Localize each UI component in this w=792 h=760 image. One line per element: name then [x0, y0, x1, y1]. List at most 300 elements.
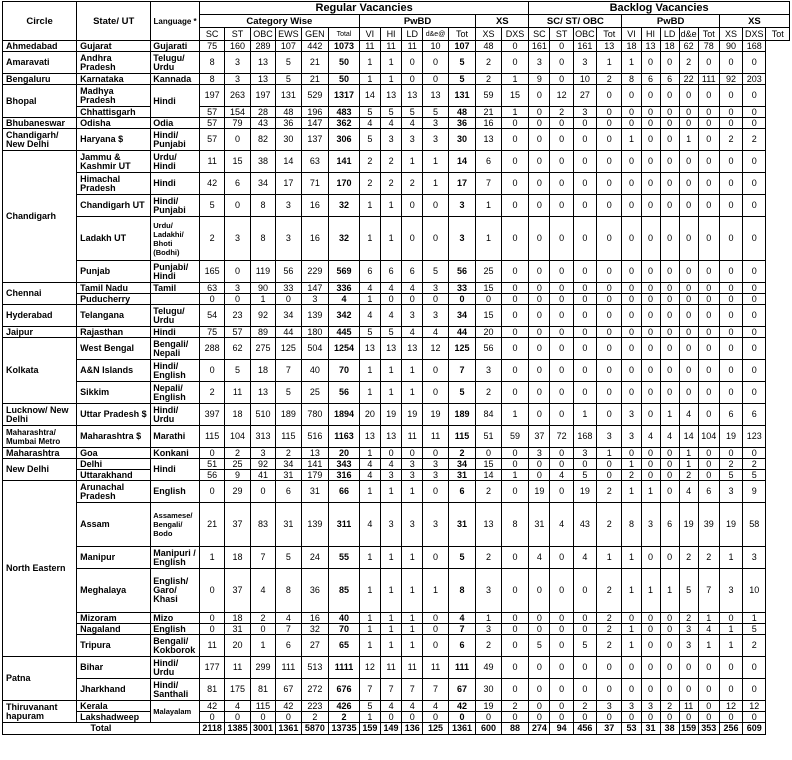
value-cell: 90	[250, 283, 275, 294]
table-row	[3, 129, 790, 151]
value-cell: 14	[359, 85, 380, 107]
value-cell: 5	[448, 74, 476, 85]
value-cell: 13	[380, 85, 401, 107]
state-cell: Nagaland	[77, 624, 151, 635]
circle-cell: North Eastern	[3, 481, 77, 657]
value-cell: 8	[622, 503, 641, 547]
value-cell: 1	[402, 547, 423, 569]
value-cell: 65	[329, 635, 360, 657]
value-cell: 197	[250, 85, 275, 107]
value-cell: 0	[529, 613, 550, 624]
value-cell: 0	[476, 448, 501, 459]
value-cell: 0	[679, 261, 698, 283]
value-cell: 13	[402, 85, 423, 107]
value-cell: 141	[329, 151, 360, 173]
value-cell: 0	[597, 305, 622, 327]
value-cell: 19	[423, 404, 448, 426]
value-cell: 111	[698, 74, 719, 85]
value-cell: 4	[402, 327, 423, 338]
value-cell: 2	[301, 712, 329, 723]
value-cell: 0	[529, 107, 550, 118]
value-cell: 0	[743, 52, 766, 74]
value-cell: 25	[476, 261, 501, 283]
value-cell: 11	[359, 41, 380, 52]
value-cell: 0	[529, 327, 550, 338]
value-cell: 0	[402, 74, 423, 85]
value-cell: 56	[329, 382, 360, 404]
value-cell: 2	[679, 52, 698, 74]
value-cell: 147	[301, 283, 329, 294]
value-cell: 203	[743, 74, 766, 85]
value-cell: 6	[641, 74, 660, 85]
value-cell: 11	[402, 657, 423, 679]
value-cell: 0	[622, 118, 641, 129]
value-cell: 0	[199, 294, 224, 305]
value-cell: 0	[529, 217, 550, 261]
value-cell: 0	[550, 448, 573, 459]
value-cell: 19	[380, 404, 401, 426]
value-cell: 0	[550, 74, 573, 85]
value-cell: 11	[679, 701, 698, 712]
value-cell: 0	[679, 151, 698, 173]
value-cell: 3	[423, 459, 448, 470]
value-cell: 0	[698, 217, 719, 261]
value-cell: 34	[448, 459, 476, 470]
value-cell: 1	[698, 613, 719, 624]
value-cell: 1	[380, 569, 401, 613]
circle-cell: Chennai	[3, 283, 77, 305]
value-cell: 3	[597, 701, 622, 712]
language-cell: Hindi/ Punjabi	[151, 129, 200, 151]
value-cell: 1	[719, 624, 742, 635]
value-cell: 15	[476, 305, 501, 327]
value-cell: 1	[501, 107, 529, 118]
value-cell: 4	[359, 503, 380, 547]
value-cell: 16	[301, 195, 329, 217]
value-cell: 1	[423, 151, 448, 173]
value-cell: 0	[679, 382, 698, 404]
value-cell: 1	[597, 547, 622, 569]
value-cell: 43	[573, 503, 596, 547]
value-cell: 13	[641, 41, 660, 52]
table-row	[3, 327, 790, 338]
value-cell: 2	[597, 569, 622, 613]
table-row	[3, 41, 790, 52]
value-cell: 0	[423, 613, 448, 624]
value-cell: 10	[423, 41, 448, 52]
value-cell: 1	[476, 195, 501, 217]
value-cell: 56	[199, 470, 224, 481]
value-cell: 0	[550, 327, 573, 338]
value-cell: 1	[359, 52, 380, 74]
value-cell: 0	[501, 613, 529, 624]
value-cell: 0	[622, 151, 641, 173]
value-cell: 0	[529, 305, 550, 327]
value-cell: 0	[573, 118, 596, 129]
value-cell: 0	[550, 118, 573, 129]
language-cell: English	[151, 624, 200, 635]
circle-cell: Bhopal	[3, 85, 77, 118]
column-header: ST	[550, 28, 573, 41]
value-cell: 0	[641, 118, 660, 129]
value-cell: 8	[199, 52, 224, 74]
value-cell: 21	[301, 52, 329, 74]
value-cell: 1	[501, 74, 529, 85]
value-cell: 11	[423, 657, 448, 679]
column-header: HI	[380, 28, 401, 41]
value-cell: 0	[743, 107, 766, 118]
value-cell: 0	[622, 305, 641, 327]
value-cell: 0	[597, 107, 622, 118]
value-cell: 0	[573, 151, 596, 173]
value-cell: 18	[225, 547, 250, 569]
value-cell: 0	[641, 360, 660, 382]
value-cell: 0	[597, 294, 622, 305]
column-header: XS	[719, 28, 742, 41]
value-cell: 0	[660, 679, 679, 701]
value-cell: 18	[225, 404, 250, 426]
value-cell: 0	[679, 283, 698, 294]
value-cell: 0	[719, 195, 742, 217]
value-cell: 1	[641, 569, 660, 613]
value-cell: 21	[476, 107, 501, 118]
value-cell: 1	[679, 129, 698, 151]
table-row	[3, 151, 790, 173]
table-row	[3, 635, 790, 657]
value-cell: 13	[423, 85, 448, 107]
value-cell: 1	[380, 74, 401, 85]
table-row	[3, 294, 790, 305]
value-cell: 3	[573, 52, 596, 74]
value-cell: 165	[199, 261, 224, 283]
backlog-xs-header: XS	[719, 15, 789, 28]
value-cell: 1	[359, 613, 380, 624]
value-cell: 0	[529, 569, 550, 613]
value-cell: 0	[641, 151, 660, 173]
state-cell: Meghalaya	[77, 569, 151, 613]
value-cell: 15	[501, 85, 529, 107]
value-cell: 0	[501, 712, 529, 723]
value-cell: 2	[743, 129, 766, 151]
value-cell: 30	[476, 679, 501, 701]
language-cell: Hindi	[151, 327, 200, 338]
value-cell: 0	[698, 701, 719, 712]
value-cell: 0	[597, 679, 622, 701]
value-cell: 0	[501, 327, 529, 338]
value-cell: 0	[597, 404, 622, 426]
language-cell: Konkani	[151, 448, 200, 459]
value-cell: 2	[597, 624, 622, 635]
value-cell: 0	[743, 118, 766, 129]
table-row	[3, 712, 790, 723]
value-cell: 48	[276, 107, 301, 118]
value-cell: 3	[402, 129, 423, 151]
value-cell: 15	[225, 151, 250, 173]
value-cell: 4	[423, 327, 448, 338]
value-cell: 92	[719, 74, 742, 85]
value-cell: 0	[501, 360, 529, 382]
value-cell: 316	[329, 470, 360, 481]
value-cell: 2	[380, 173, 401, 195]
value-cell: 0	[641, 712, 660, 723]
value-cell: 0	[550, 305, 573, 327]
value-cell: 22	[679, 74, 698, 85]
value-cell: 0	[573, 173, 596, 195]
value-cell: 104	[698, 426, 719, 448]
value-cell: 24	[301, 547, 329, 569]
value-cell: 10	[573, 74, 596, 85]
value-cell: 0	[719, 107, 742, 118]
value-cell: 0	[698, 294, 719, 305]
value-cell: 1163	[329, 426, 360, 448]
language-header: Language *	[151, 2, 200, 41]
value-cell: 0	[719, 151, 742, 173]
value-cell: 0	[529, 470, 550, 481]
value-cell: 0	[573, 305, 596, 327]
state-cell: Kerala	[77, 701, 151, 712]
value-cell: 0	[573, 624, 596, 635]
state-cell: Ladakh UT	[77, 217, 151, 261]
value-cell: 4	[359, 305, 380, 327]
value-cell: 78	[698, 41, 719, 52]
value-cell: 0	[622, 657, 641, 679]
value-cell: 8	[276, 569, 301, 613]
value-cell: 0	[622, 338, 641, 360]
value-cell: 0	[622, 173, 641, 195]
value-cell: 2	[380, 151, 401, 173]
circle-cell: Jaipur	[3, 327, 77, 338]
value-cell: 5	[225, 360, 250, 382]
value-cell: 0	[448, 712, 476, 723]
value-cell: 0	[501, 657, 529, 679]
value-cell: 51	[199, 459, 224, 470]
value-cell: 107	[276, 41, 301, 52]
value-cell: 1	[641, 481, 660, 503]
value-cell: 0	[679, 195, 698, 217]
value-cell: 1894	[329, 404, 360, 426]
column-header: HI	[641, 28, 660, 41]
table-row	[3, 547, 790, 569]
value-cell: 4	[529, 547, 550, 569]
value-cell: 28	[250, 107, 275, 118]
value-cell: 4	[250, 569, 275, 613]
value-cell: 0	[550, 712, 573, 723]
value-cell: 2	[476, 382, 501, 404]
value-cell: 4	[276, 613, 301, 624]
circle-cell: Maharashtra	[3, 448, 77, 459]
value-cell: 0	[550, 657, 573, 679]
value-cell: 2	[225, 448, 250, 459]
value-cell: 0	[550, 52, 573, 74]
language-cell: Malayalam	[151, 701, 200, 723]
value-cell: 0	[529, 404, 550, 426]
value-cell: 5	[359, 327, 380, 338]
value-cell: 0	[550, 679, 573, 701]
value-cell: 84	[476, 404, 501, 426]
value-cell: 18	[622, 41, 641, 52]
value-cell: 0	[719, 712, 742, 723]
value-cell: 8	[250, 195, 275, 217]
value-cell: 1	[402, 481, 423, 503]
value-cell: 0	[573, 569, 596, 613]
value-cell: 89	[250, 327, 275, 338]
value-cell: 0	[402, 217, 423, 261]
value-cell: 1	[380, 360, 401, 382]
value-cell: 0	[679, 85, 698, 107]
value-cell: 6	[660, 74, 679, 85]
value-cell: 0	[698, 107, 719, 118]
value-cell: 0	[501, 261, 529, 283]
value-cell: 55	[329, 547, 360, 569]
value-cell: 14	[276, 151, 301, 173]
value-cell: 0	[719, 173, 742, 195]
value-cell: 7	[423, 679, 448, 701]
value-cell: 0	[641, 459, 660, 470]
value-cell: 0	[743, 712, 766, 723]
value-cell: 6	[225, 173, 250, 195]
value-cell: 0	[529, 624, 550, 635]
value-cell: 1	[359, 74, 380, 85]
value-cell: 5	[359, 107, 380, 118]
state-cell: Odisha	[77, 118, 151, 129]
value-cell: 0	[225, 261, 250, 283]
value-cell: 0	[641, 52, 660, 74]
value-cell: 343	[329, 459, 360, 470]
value-cell: 189	[276, 404, 301, 426]
value-cell: 0	[719, 679, 742, 701]
value-cell: 5	[276, 547, 301, 569]
value-cell: 569	[329, 261, 360, 283]
value-cell: 36	[301, 569, 329, 613]
value-cell: 49	[476, 657, 501, 679]
value-cell: 0	[501, 679, 529, 701]
value-cell: 13	[476, 129, 501, 151]
table-row	[3, 503, 790, 547]
value-cell: 0	[743, 305, 766, 327]
value-cell: 0	[199, 448, 224, 459]
value-cell: 13	[380, 426, 401, 448]
value-cell: 0	[529, 360, 550, 382]
language-cell: Nepali/ English	[151, 382, 200, 404]
value-cell: 0	[199, 613, 224, 624]
pwbd-header: PwBD	[359, 15, 475, 28]
value-cell: 4	[359, 459, 380, 470]
value-cell: 19	[476, 701, 501, 712]
value-cell: 0	[573, 712, 596, 723]
total-value-cell: 53	[622, 723, 641, 735]
circle-cell: Bengaluru	[3, 74, 77, 85]
value-cell: 3	[641, 701, 660, 712]
value-cell: 3	[476, 624, 501, 635]
value-cell: 8	[501, 503, 529, 547]
value-cell: 5	[529, 635, 550, 657]
value-cell: 0	[529, 173, 550, 195]
value-cell: 0	[641, 294, 660, 305]
value-cell: 5	[199, 195, 224, 217]
value-cell: 0	[743, 448, 766, 459]
value-cell: 13	[359, 426, 380, 448]
value-cell: 0	[660, 547, 679, 569]
column-header: OBC	[250, 28, 275, 41]
value-cell: 676	[329, 679, 360, 701]
table-row	[3, 569, 790, 613]
value-cell: 1	[359, 712, 380, 723]
value-cell: 0	[402, 712, 423, 723]
value-cell: 0	[423, 624, 448, 635]
value-cell: 0	[719, 294, 742, 305]
value-cell: 3	[402, 459, 423, 470]
value-cell: 0	[660, 360, 679, 382]
state-cell: Himachal Pradesh	[77, 173, 151, 195]
vacancy-table-wrapper	[2, 1, 790, 758]
value-cell: 17	[276, 173, 301, 195]
value-cell: 5	[423, 261, 448, 283]
value-cell: 7	[380, 679, 401, 701]
value-cell: 0	[423, 52, 448, 74]
value-cell: 2	[679, 547, 698, 569]
value-cell: 5	[448, 52, 476, 74]
table-row	[3, 261, 790, 283]
value-cell: 50	[329, 74, 360, 85]
value-cell: 0	[573, 294, 596, 305]
value-cell: 42	[448, 701, 476, 712]
value-cell: 3	[529, 52, 550, 74]
value-cell: 42	[276, 701, 301, 712]
total-value-cell: 159	[359, 723, 380, 735]
value-cell: 0	[660, 712, 679, 723]
column-header: Tot	[698, 28, 719, 41]
state-cell: Jharkhand	[77, 679, 151, 701]
value-cell: 2	[476, 635, 501, 657]
value-cell: 83	[250, 503, 275, 547]
value-cell: 79	[225, 118, 250, 129]
state-cell: Uttarakhand	[77, 470, 151, 481]
value-cell: 0	[597, 195, 622, 217]
value-cell: 92	[250, 305, 275, 327]
value-cell: 3	[423, 470, 448, 481]
value-cell: 139	[301, 503, 329, 547]
value-cell: 13	[380, 338, 401, 360]
state-cell: A&N Islands	[77, 360, 151, 382]
total-value-cell: 88	[501, 723, 529, 735]
value-cell: 0	[550, 283, 573, 294]
circle-cell: Hyderabad	[3, 305, 77, 327]
value-cell: 0	[679, 360, 698, 382]
value-cell: 1	[423, 569, 448, 613]
value-cell: 3	[476, 360, 501, 382]
value-cell: 2	[476, 52, 501, 74]
value-cell: 14	[476, 470, 501, 481]
value-cell: 0	[698, 283, 719, 294]
value-cell: 0	[679, 305, 698, 327]
value-cell: 57	[199, 107, 224, 118]
value-cell: 0	[423, 294, 448, 305]
value-cell: 1	[250, 294, 275, 305]
value-cell: 31	[301, 481, 329, 503]
language-cell: Tamil	[151, 283, 200, 294]
value-cell: 4	[423, 701, 448, 712]
value-cell: 0	[641, 217, 660, 261]
state-cell: Uttar Pradesh $	[77, 404, 151, 426]
language-cell: Odia	[151, 118, 200, 129]
total-value-cell: 1361	[448, 723, 476, 735]
value-cell: 1	[199, 547, 224, 569]
value-cell: 2	[597, 481, 622, 503]
value-cell: 0	[719, 613, 742, 624]
value-cell: 2	[698, 547, 719, 569]
column-header: Total	[329, 28, 360, 41]
value-cell: 180	[301, 327, 329, 338]
